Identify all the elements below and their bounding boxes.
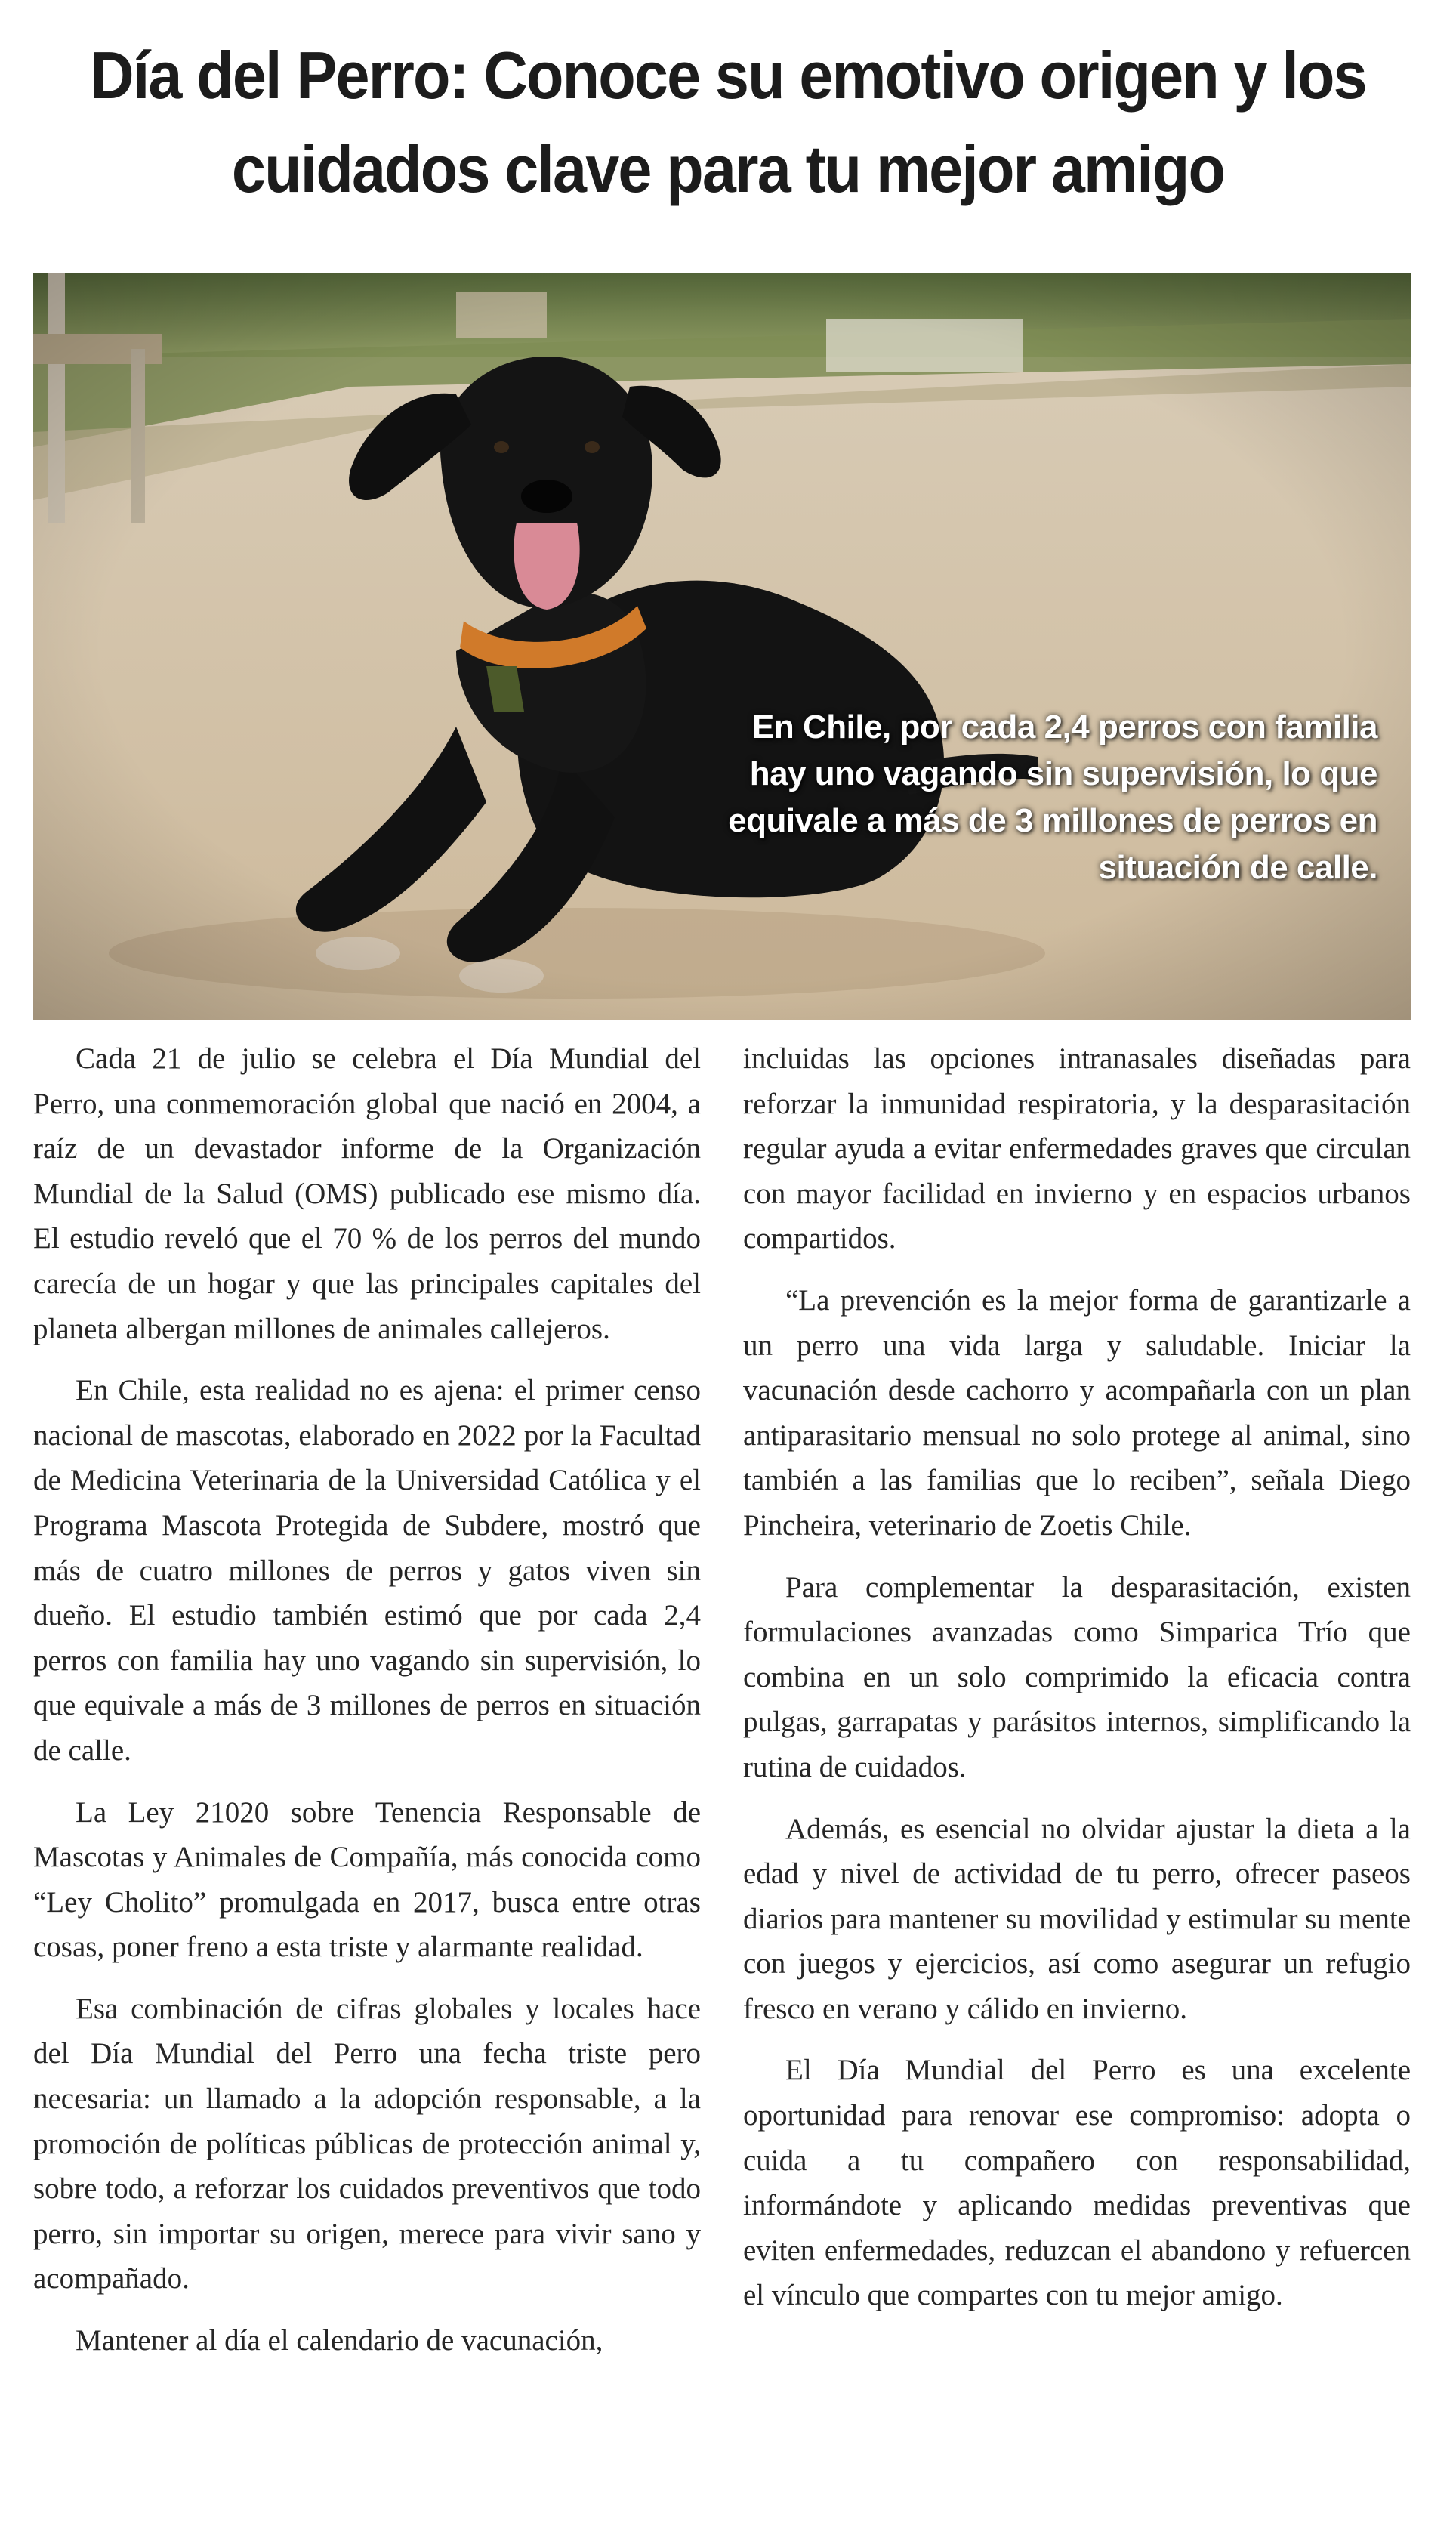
- article-photo: [33, 273, 1411, 1020]
- paragraph-ley-cholito: La Ley 21020 sobre Tenencia Responsable de Mascotas y Animales de Compañía, más conocida como “Ley Cholito” promulgada en 2017, busca entre otras cosas, poner freno a esta triste y alarmante realidad.: [33, 1795, 701, 1964]
- paragraph-origin: Cada 21 de julio se celebra el Día Mundial del Perro, una conmemoración global que nació en 2004, a raíz de un devastador informe de la Organización Mundial de la Salud (OMS) publicado ese mismo día. El estudio reveló que el 70 % de los perros del mundo carecía de un hogar y que las principales capitales del planeta albergan millones de animales callejeros.: [33, 1042, 701, 1345]
- paragraph-vaccination-cont: incluidas las opciones intranasales diseñadas para reforzar la inmunidad respiratoria, y la desparasitación regular ayuda a evitar enfermedades graves que circulan con mayor facilidad en invierno y en espacios urbanos compartidos.: [743, 1042, 1411, 1255]
- article-column-right: [743, 1036, 1411, 2335]
- paragraph-global-local: Esa combinación de cifras globales y locales hace del Día Mundial del Perro una fecha triste pero necesaria: un llamado a la adopción responsable, a la promoción de políticas públicas de protección animal y, sobre todo, a reforzar los cuidados preventivos que todo perro, sin importar su origen, merece para vivir sano y acompañado.: [33, 1992, 701, 2295]
- paragraph-simparica: Para complementar la desparasitación, existen formulaciones avanzadas como Simparica Trío que combina en un solo comprimido la eficacia contra pulgas, garrapatas y parásitos internos, simplificando la rutina de cuidados.: [743, 1570, 1411, 1783]
- paragraph-chile-census: En Chile, esta realidad no es ajena: el primer censo nacional de mascotas, elaborado en 2022 por la Facultad de Medicina Veterinaria de la Universidad Católica y el Programa Mascota Protegida de Subdere, mostró que más de cuatro millones de perros y gatos viven sin dueño. El estudio también estimó que por cada 2,4 perros con familia hay uno vagando sin supervisión, lo que equivale a más de 3 millones de perros en situación de calle.: [33, 1374, 701, 1767]
- dog-photo-illustration: [33, 273, 1411, 1020]
- paragraph-diet-care: Además, es esencial no olvidar ajustar la dieta a la edad y nivel de actividad de tu perro, ofrecer paseos diarios para mantener su movilidad y estimular su mente con juegos y ejercicios, así como asegurar un refugio fresco en verano y cálido en invierno.: [743, 1812, 1411, 2025]
- article-column-left: [33, 1036, 701, 2380]
- article-headline: Día del Perro: Conoce su emotivo origen y los cuidados clave para tu mejor amigo: [90, 38, 1366, 206]
- paragraph-quote-veterinarian: “La prevención es la mejor forma de garantizarle a un perro una vida larga y saludable. Iniciar la vacunación desde cachorro y acompañarla con un plan antiparasitario mensual no solo protege al animal, sino también a las familias que lo reciben”, señala Diego Pincheira, veterinario de Zoetis Chile.: [743, 1283, 1411, 1542]
- paragraph-vaccination-start: Mantener al día el calendario de vacunación,: [76, 2324, 603, 2357]
- photo-caption: En Chile, por cada 2,4 perros con familia hay uno vagando sin supervisión, lo que equivale a más de 3 millones de perros en situación de calle.: [728, 709, 1377, 886]
- paragraph-closing: El Día Mundial del Perro es una excelente oportunidad para renovar ese compromiso: adopta o cuida a tu compañero con responsabilidad, informándote y aplicando medidas preventivas que eviten enfermedades, reduzcan el abandono y refuercen el vínculo que compartes con tu mejor amigo.: [743, 2054, 1411, 2312]
